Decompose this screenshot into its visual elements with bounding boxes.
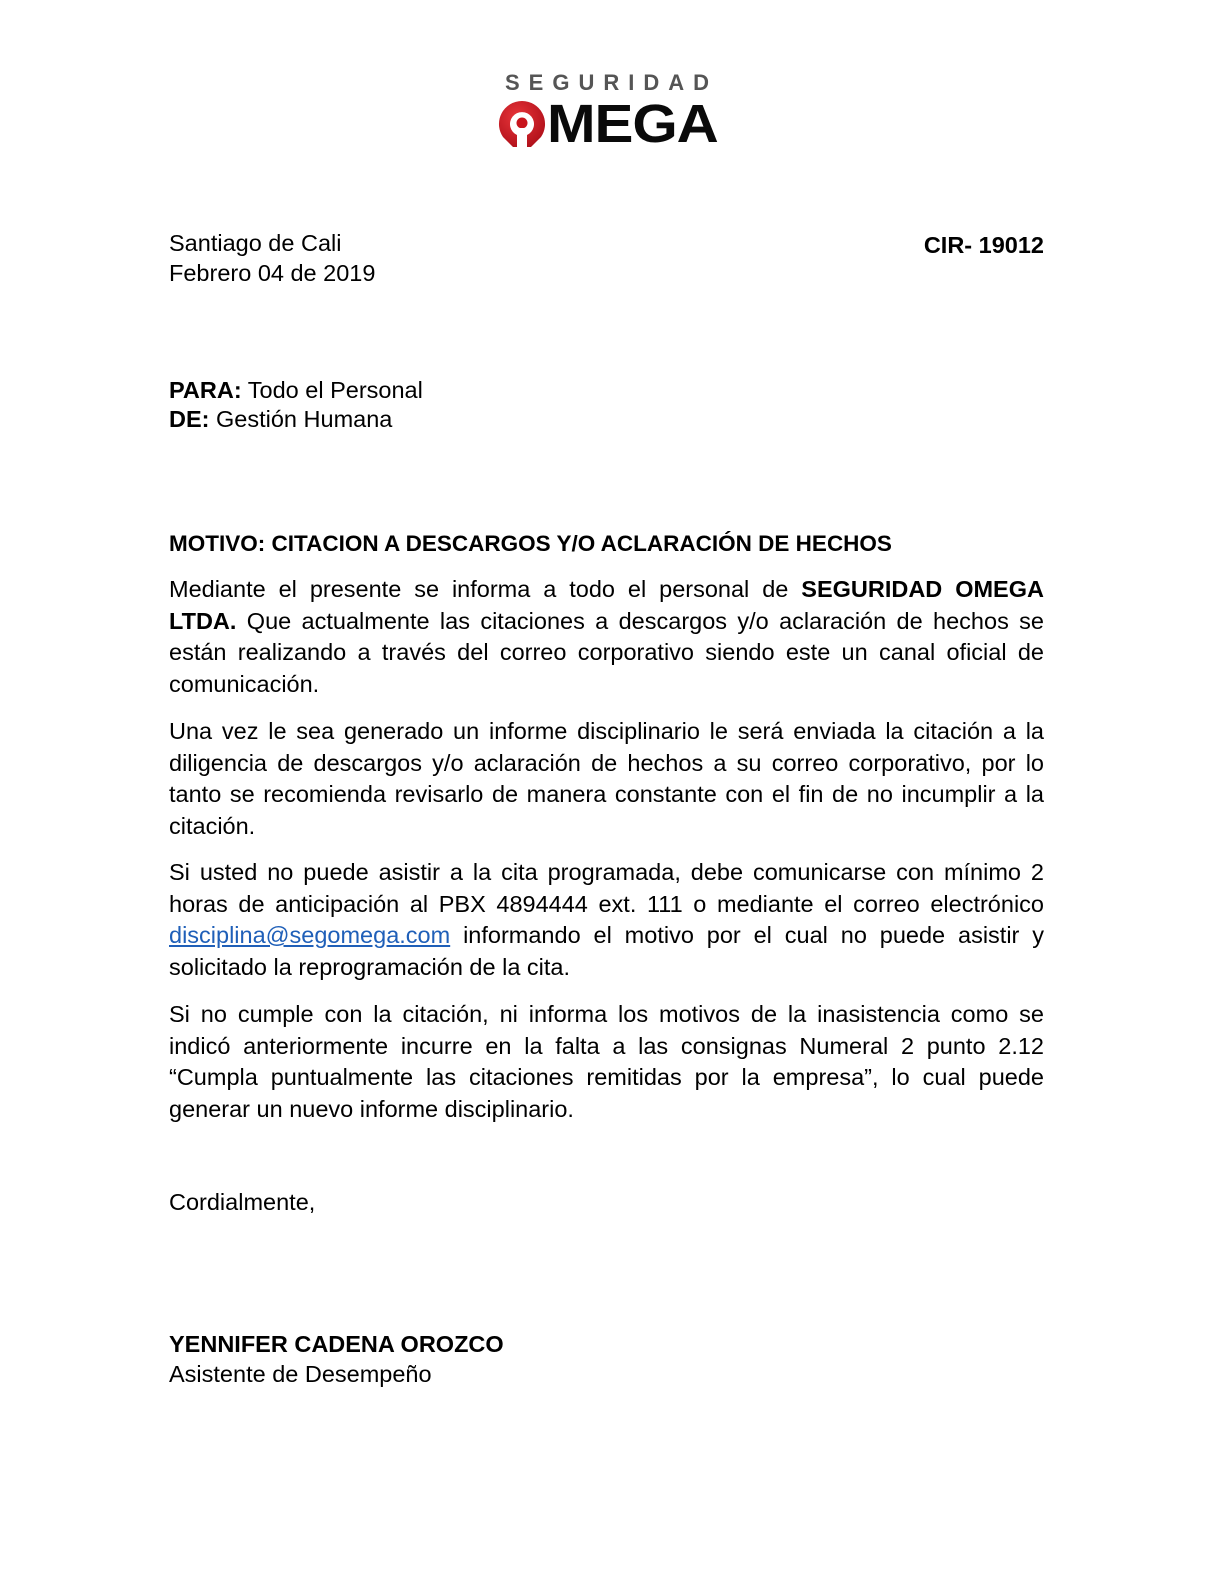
- to-value: Todo el Personal: [247, 377, 423, 403]
- reference-number: CIR- 19012: [923, 232, 1044, 258]
- signatory-name: YENNIFER CADENA OROZCO: [169, 1331, 504, 1357]
- to-label: PARA:: [169, 377, 242, 403]
- from-label: DE:: [169, 406, 210, 432]
- paragraph-4: Si no cumple con la citación, ni informa los motivos de la inasistencia como se indicó anteriormente incurre en la falta a las consignas Numeral 2 punto 2.12 “Cumpla puntualmente las citaciones remitidas por la empresa”, lo cual puede generar un nuevo informe disciplinario.: [169, 1001, 1044, 1122]
- p3-text: Si usted no puede asistir a la cita programada, debe comunicarse con mínimo 2 horas de anticipación al PBX 4894444 ext. 111 o mediante el correo electrónico: [169, 859, 1044, 917]
- paragraph-3: [169, 857, 1044, 983]
- paragraph-2: Una vez le sea generado un informe disciplinario le será enviada la citación a la diligencia de descargos y/o aclaración de hechos a su correo corporativo, por lo tanto se recomienda revisarlo de manera constante con el fin de no incumplir a la citación.: [169, 718, 1044, 839]
- date: Febrero 04 de 2019: [169, 260, 376, 286]
- to-line: [169, 375, 423, 405]
- email-link[interactable]: disciplina@segomega.com: [169, 922, 451, 948]
- city: Santiago de Cali: [169, 230, 342, 256]
- signatory-title: Asistente de Desempeño: [169, 1361, 432, 1387]
- company-name: SEGURIDAD OMEGA LTDA.: [169, 576, 1044, 634]
- from-value: Gestión Humana: [216, 406, 393, 432]
- logo-bottom: [497, 94, 718, 154]
- closing: Cordialmente,: [169, 1189, 316, 1215]
- p1-text: Mediante el presente se informa a todo el personal de: [169, 576, 802, 602]
- p1-text-cont: Que actualmente las citaciones a descargos y/o aclaración de hechos se están realizando a través del correo corporativo siendo este un canal oficial de comunicación.: [169, 607, 1044, 697]
- company-logo: [497, 66, 719, 152]
- paragraph-1: [169, 574, 1044, 700]
- logo-brand-text: MEGA: [547, 94, 718, 154]
- p3-text-cont: informando el motivo por el cual no puede asistir y solicitado la reprogramación de la cita.: [169, 922, 1044, 980]
- omega-keyhole-icon: [497, 99, 547, 149]
- from-line: [169, 404, 392, 434]
- subject-heading: MOTIVO: CITACION A DESCARGOS Y/O ACLARACIÓN DE HECHOS: [169, 531, 892, 556]
- logo-top-text: SEGURIDAD: [505, 70, 719, 95]
